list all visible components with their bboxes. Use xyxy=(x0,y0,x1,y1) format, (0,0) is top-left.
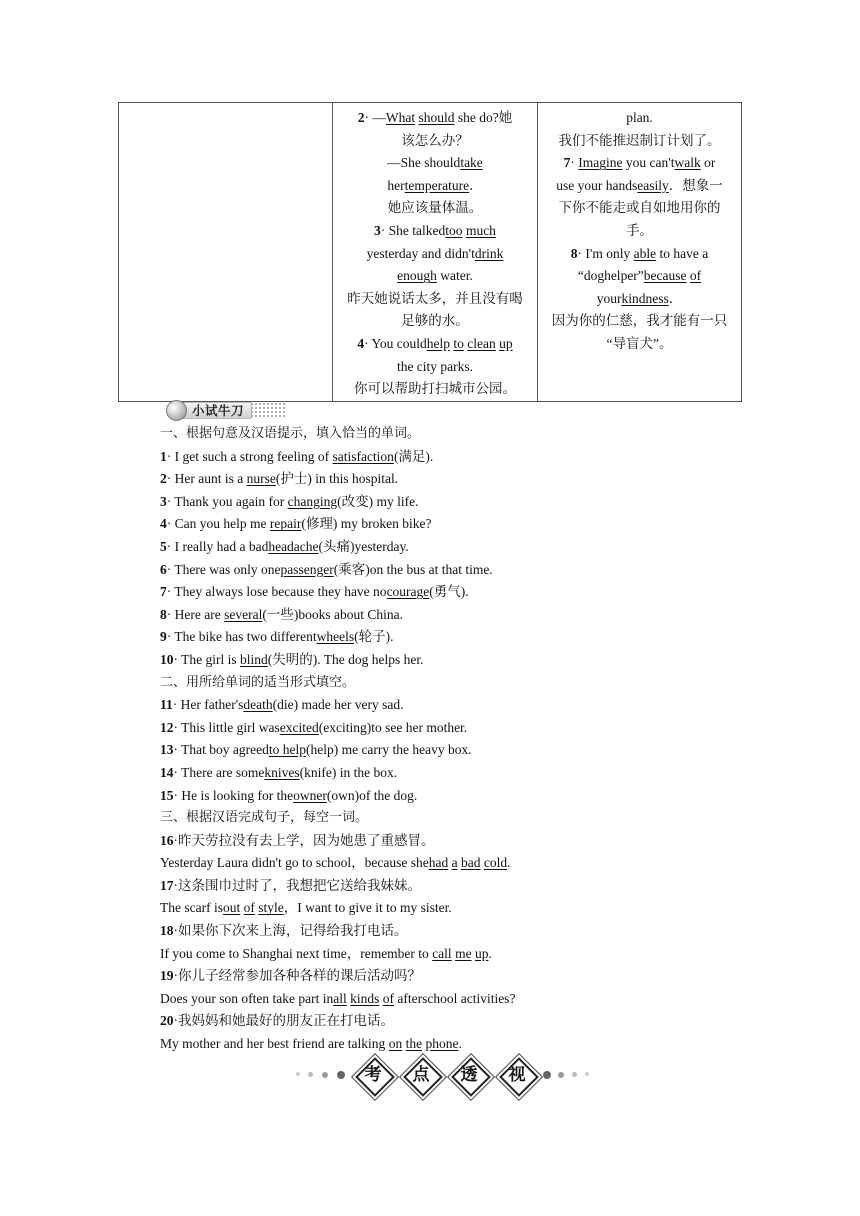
item-text: The bike has two different xyxy=(171,629,317,645)
answer-blank: death xyxy=(243,697,273,713)
answer-blank: bad xyxy=(461,855,481,871)
answer-blank: blind xyxy=(240,651,268,667)
section-2-title: 二、用所给单词的适当形式填空。 xyxy=(160,674,356,690)
item-number: 10 xyxy=(160,651,174,667)
answer-blank: all xyxy=(333,990,347,1006)
item-text: Thank you again for xyxy=(171,493,288,509)
answer-blank: repair xyxy=(269,516,302,532)
footer-seal xyxy=(357,1059,389,1091)
exercise-item-chinese: 18·如果你下次来上海，记得给我打电话。 xyxy=(160,923,408,939)
footer-dot xyxy=(337,1071,345,1079)
exercise-item: 15· He is looking for theowner(own)of the dog. xyxy=(160,787,418,803)
answer-blank: the xyxy=(405,1036,423,1052)
exercise-item: 11· Her father'sdeath(die) made her very sad. xyxy=(160,697,404,713)
item-text: (knife) in the box. xyxy=(299,764,398,780)
exercise-item: 5· I really had a badheadache(头痛)yesterday. xyxy=(160,538,409,554)
footer-seal xyxy=(405,1059,437,1091)
answer-blank: a xyxy=(451,855,458,871)
item-4: 4· You couldhelp to clean up the city parks. 你可以帮助打扫城市公园。 xyxy=(354,335,516,397)
item-number: 4 xyxy=(160,516,167,532)
item-text: This little girl was xyxy=(178,719,280,735)
item-number: 8 xyxy=(160,606,167,622)
exercise-item-english xyxy=(160,852,760,875)
item-text: That boy agreed xyxy=(178,742,269,758)
exercise-item-english xyxy=(160,897,760,920)
exercise-item: 3· Thank you again for changing(改变) my life. xyxy=(160,493,419,509)
chinese-prompt: 如果你下次来上海，记得给我打电话。 xyxy=(178,923,408,939)
exercise-item: 8· Here are several(一些)books about China. xyxy=(160,606,403,622)
footer-seal xyxy=(453,1059,485,1091)
answer-blank: call xyxy=(432,945,452,961)
footer-dot xyxy=(322,1072,328,1078)
plan-continued: plan. 我们不能推迟制订计划了。 xyxy=(558,110,721,148)
footer-dot xyxy=(296,1072,300,1076)
item-number: 5 xyxy=(160,538,167,554)
chinese-prompt: 你儿子经常参加各种各样的课后活动吗？ xyxy=(178,968,421,984)
answer-blank: headache xyxy=(268,538,319,554)
answer-blank: several xyxy=(224,606,263,622)
item-text: They always lose because they have no xyxy=(171,584,387,600)
item-number: 6 xyxy=(160,561,167,577)
exercise-item: 6· There was only onepassenger(乘客)on the bus at that time. xyxy=(160,561,493,577)
answer-blank: style xyxy=(258,900,284,916)
answer-blank: up xyxy=(474,945,489,961)
item-text: (失明的). The dog helps her. xyxy=(267,651,424,667)
chinese-prompt: 我妈妈和她最好的朋友正在打电话。 xyxy=(178,1013,394,1029)
footer-seal xyxy=(501,1059,533,1091)
seal-char: 点 xyxy=(412,1065,430,1085)
section-2-items xyxy=(160,694,760,807)
item-text: The girl is xyxy=(178,651,240,667)
seal-char: 视 xyxy=(508,1065,526,1085)
item-number: 9 xyxy=(160,629,167,645)
item-number: 17 xyxy=(160,877,174,893)
footer-banner xyxy=(0,1058,860,1098)
item-number: 2 xyxy=(160,471,167,487)
answer-blank: owner xyxy=(293,787,327,803)
item-text: . xyxy=(507,855,511,871)
answer-blank: changing xyxy=(287,493,338,509)
exercise-item-english xyxy=(160,988,760,1011)
item-text: (own)of the dog. xyxy=(326,787,418,803)
answer-blank: phone xyxy=(425,1036,459,1052)
item-text: (改变) my life. xyxy=(337,493,419,509)
answer-blank: kinds xyxy=(350,990,380,1006)
answer-blank: of xyxy=(243,900,255,916)
item-text: (护士) in this hospital. xyxy=(275,471,399,487)
item-text: Her aunt is a xyxy=(171,471,247,487)
exercise-item-english xyxy=(160,943,760,966)
item-text: (乘客)on the bus at that time. xyxy=(333,561,493,577)
exercise-item: 2· Her aunt is a nurse(护士) in this hospital. xyxy=(160,471,399,487)
item-number: 7 xyxy=(160,584,167,600)
exercise-item-chinese: 17·这条围巾过时了，我想把它送给我妹妹。 xyxy=(160,877,421,893)
item-text: Does your son often take part in xyxy=(160,990,334,1006)
item-text: ，I want to give it to my sister. xyxy=(283,900,452,916)
answer-blank: wheels xyxy=(316,629,355,645)
item-text: Here are xyxy=(171,606,225,622)
item-text: He is looking for the xyxy=(178,787,294,803)
footer-dot xyxy=(308,1072,313,1077)
item-text: (exciting)to see her mother. xyxy=(318,719,468,735)
item-text: I get such a strong feeling of xyxy=(171,448,333,464)
section-1-items xyxy=(160,446,760,672)
answer-blank: passenger xyxy=(280,561,334,577)
section-3-items xyxy=(160,830,760,1056)
item-number: 12 xyxy=(160,719,174,735)
answer-blank: cold xyxy=(483,855,508,871)
item-text: Her father's xyxy=(177,697,244,713)
item-number: 18 xyxy=(160,923,174,939)
item-number: 15 xyxy=(160,787,174,803)
section-3-title: 三、根据汉语完成句子，每空一词。 xyxy=(160,810,369,826)
item-text: (die) made her very sad. xyxy=(272,697,404,713)
answer-blank: of xyxy=(382,990,394,1006)
item-text: . xyxy=(488,945,492,961)
answer-blank: knives xyxy=(264,764,300,780)
exercise-item-chinese: 16·昨天劳拉没有去上学，因为她患了重感冒。 xyxy=(160,832,435,848)
item-text: There are some xyxy=(178,764,265,780)
item-number: 1 xyxy=(160,448,167,464)
answer-blank: satisfaction xyxy=(332,448,394,464)
exercise-item-english xyxy=(160,1033,760,1056)
exercise-item: 1· I get such a strong feeling of satisfaction(满足). xyxy=(160,448,434,464)
footer-dot xyxy=(543,1071,551,1079)
vocab-table xyxy=(118,102,742,402)
item-text: (help) me carry the heavy box. xyxy=(305,742,472,758)
chinese-prompt: 这条围巾过时了，我想把它送给我妹妹。 xyxy=(178,877,421,893)
item-text: Can you help me xyxy=(171,516,270,532)
item-text: . xyxy=(458,1036,462,1052)
item-number: 11 xyxy=(160,697,173,713)
answer-blank: to help xyxy=(268,742,306,758)
practice-badge xyxy=(166,399,286,421)
answer-blank: me xyxy=(455,945,472,961)
item-text: I really had a bad xyxy=(171,538,269,554)
exercise-item-chinese: 19·你儿子经常参加各种各样的课后活动吗？ xyxy=(160,968,421,984)
seal-char: 考 xyxy=(364,1065,382,1085)
exercise-item: 13· That boy agreedto help(help) me carry the heavy box. xyxy=(160,742,472,758)
item-text: The scarf is xyxy=(160,900,223,916)
badge-ball-icon xyxy=(166,400,187,421)
exercise-item: 4· Can you help me repair(修理) my broken bike? xyxy=(160,516,432,532)
item-text: (勇气). xyxy=(429,584,469,600)
item-number: 20 xyxy=(160,1013,174,1029)
item-text: (头痛)yesterday. xyxy=(318,538,409,554)
item-number: 14 xyxy=(160,764,174,780)
answer-blank: nurse xyxy=(246,471,276,487)
exercise-item: 12· This little girl wasexcited(exciting)to see her mother. xyxy=(160,719,468,735)
item-text: There was only one xyxy=(171,561,281,577)
item-7: 7· Imagine you can'twalk or use your handseasily．想象一 下你不能走或自如地用你的 手。 xyxy=(556,155,723,238)
footer-dot xyxy=(585,1072,589,1076)
item-3: 3· She talkedtoo much yesterday and didn'tdrink enough water. 昨天她说话太多，并且没有喝 足够的水。 xyxy=(347,222,523,329)
item-number: 13 xyxy=(160,742,174,758)
item-text: afterschool activities? xyxy=(393,990,516,1006)
footer-dot xyxy=(572,1072,577,1077)
chinese-prompt: 昨天劳拉没有去上学，因为她患了重感冒。 xyxy=(178,832,435,848)
item-text: If you come to Shanghai next time，remember to xyxy=(160,945,433,961)
footer-dot xyxy=(558,1072,564,1078)
badge-dots xyxy=(250,402,286,417)
exercises xyxy=(160,423,760,1056)
item-text: (一些)books about China. xyxy=(262,606,403,622)
item-text: Yesterday Laura didn't go to school，because she xyxy=(160,855,429,871)
table-cell-right xyxy=(538,103,742,402)
item-8: 8· I'm only able to have a “doghelper”because of yourkindness． 因为你的仁慈，我才能有一只 “导盲犬”。 xyxy=(551,245,728,351)
badge-label: 小试牛刀 xyxy=(192,403,245,418)
answer-blank: out xyxy=(222,900,241,916)
item-text: (修理) my broken bike? xyxy=(301,516,432,532)
table-cell-middle xyxy=(333,103,538,402)
exercise-item: 9· The bike has two differentwheels(轮子). xyxy=(160,629,394,645)
answer-blank: on xyxy=(388,1036,403,1052)
item-number: 3 xyxy=(160,493,167,509)
table-cell-empty xyxy=(119,103,333,402)
answer-blank: had xyxy=(428,855,449,871)
answer-blank: excited xyxy=(279,719,319,735)
seal-char: 透 xyxy=(460,1065,478,1085)
item-text: My mother and her best friend are talking xyxy=(160,1036,389,1052)
item-number: 16 xyxy=(160,832,174,848)
item-number: 19 xyxy=(160,968,174,984)
exercise-item: 14· There are someknives(knife) in the box. xyxy=(160,764,398,780)
exercise-item-chinese: 20·我妈妈和她最好的朋友正在打电话。 xyxy=(160,1013,394,1029)
item-2: 2· —What should she do?她 该怎么办？ —She shouldtake hertemperature． 她应该量体温。 xyxy=(357,110,513,216)
exercise-item: 7· They always lose because they have nocourage(勇气). xyxy=(160,584,469,600)
exercise-item: 10· The girl is blind(失明的). The dog helps her. xyxy=(160,651,424,667)
item-text: (满足). xyxy=(393,448,434,464)
section-1-title: 一、根据句意及汉语提示，填入恰当的单词。 xyxy=(160,426,421,441)
answer-blank: courage xyxy=(386,584,430,600)
item-text: (轮子). xyxy=(354,629,394,645)
